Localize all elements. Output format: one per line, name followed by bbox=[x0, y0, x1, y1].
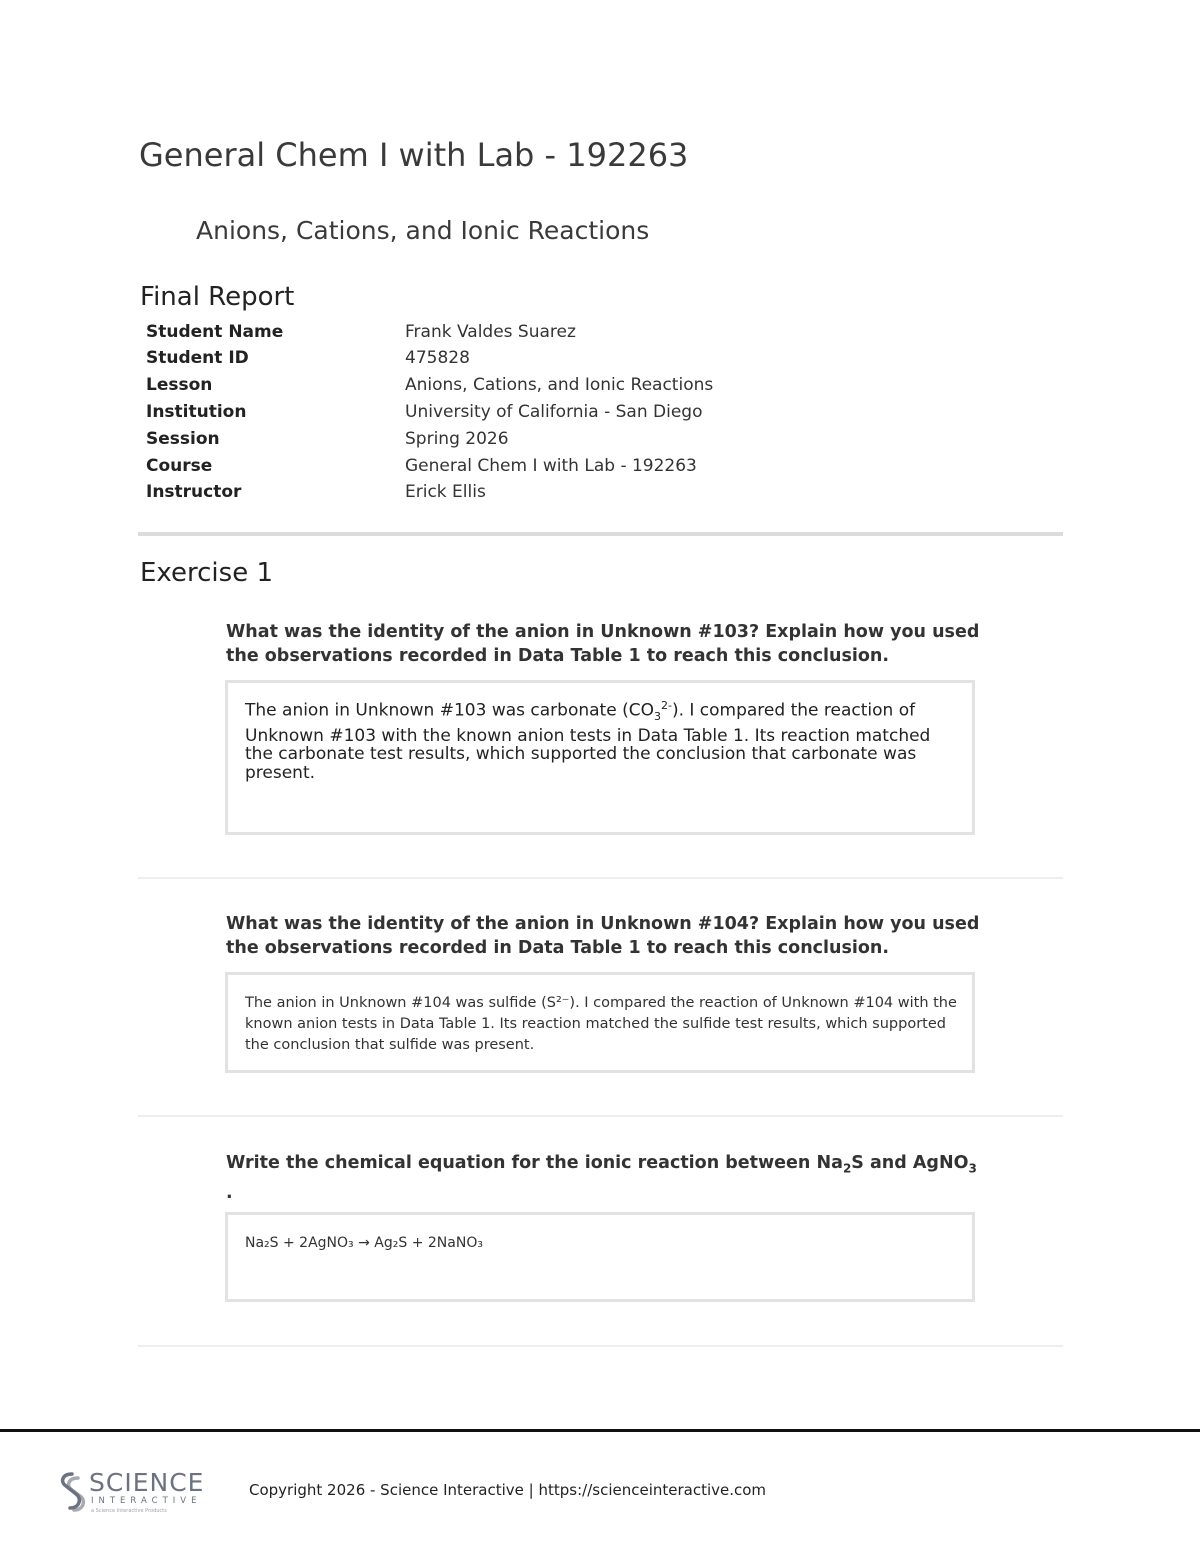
info-label: Lesson bbox=[146, 375, 213, 395]
info-label: Student Name bbox=[146, 322, 284, 342]
question-divider bbox=[138, 877, 1063, 879]
info-value: Spring 2026 bbox=[405, 429, 509, 449]
info-label: Course bbox=[146, 456, 213, 476]
info-value: University of California - San Diego bbox=[405, 402, 703, 422]
exercise-heading: Exercise 1 bbox=[140, 558, 273, 588]
copyright-text: Copyright 2026 - Science Interactive | https://scienceinteractive.com bbox=[249, 1481, 767, 1499]
info-value: Erick Ellis bbox=[405, 482, 486, 502]
question-3: Write the chemical equation for the ionic reaction between $Na_2S$ and AgNO$_3$ . bbox=[226, 1153, 977, 1203]
question-1: What was the identity of the anion in Unknown #103? Explain how you used the observations recorded in Data Table 1 to reach this conclusion. bbox=[226, 622, 980, 666]
info-value: 475828 bbox=[405, 348, 470, 368]
info-label: Student ID bbox=[146, 348, 249, 368]
section-divider bbox=[138, 532, 1063, 536]
answer-box-2 bbox=[225, 972, 975, 1073]
question-divider bbox=[138, 1345, 1063, 1347]
info-value: Anions, Cations, and Ionic Reactions bbox=[405, 375, 714, 395]
answer-box-1 bbox=[225, 680, 975, 835]
logo-subtext: INTERACTIVE bbox=[91, 1496, 202, 1506]
answer-box-3 bbox=[225, 1212, 975, 1302]
info-label: Instructor bbox=[146, 482, 242, 502]
answer-text-1: The anion in Unknown #103 was carbonate $(CO_3^{2-})$. I compared the reaction of Unknown #103 with the known anion tests in Data Table 1. Its reaction matched the carbonate test results, which supported the conclusion that carbonate was present. bbox=[245, 699, 931, 783]
question-2: What was the identity of the anion in Unknown #104? Explain how you used the observations recorded in Data Table 1 to reach this conclusion. bbox=[226, 914, 980, 958]
answer-text-3: Na₂S + 2AgNO₃ → Ag₂S + 2NaNO₃ bbox=[245, 1235, 483, 1251]
footer-divider bbox=[0, 1429, 1200, 1432]
logo-text: SCIENCE bbox=[89, 1468, 205, 1497]
course-title: General Chem I with Lab - 192263 bbox=[139, 136, 689, 174]
info-value: General Chem I with Lab - 192263 bbox=[405, 456, 697, 476]
info-label: Session bbox=[146, 429, 220, 449]
report-heading: Final Report bbox=[140, 282, 295, 312]
lesson-title: Anions, Cations, and Ionic Reactions bbox=[196, 216, 650, 245]
science-interactive-logo bbox=[58, 1468, 208, 1516]
question-divider bbox=[138, 1115, 1063, 1117]
answer-text-2: The anion in Unknown #104 was sulfide (S²⁻). I compared the reaction of Unknown #104 with the known anion tests in Data Table 1. Its reaction matched the sulfide test results, which supported the conclusion that sulfide was present. bbox=[245, 995, 957, 1053]
info-value: Frank Valdes Suarez bbox=[405, 322, 576, 342]
logo-tagline: a Science Interactive Products bbox=[91, 1508, 167, 1514]
info-label: Institution bbox=[146, 402, 247, 422]
